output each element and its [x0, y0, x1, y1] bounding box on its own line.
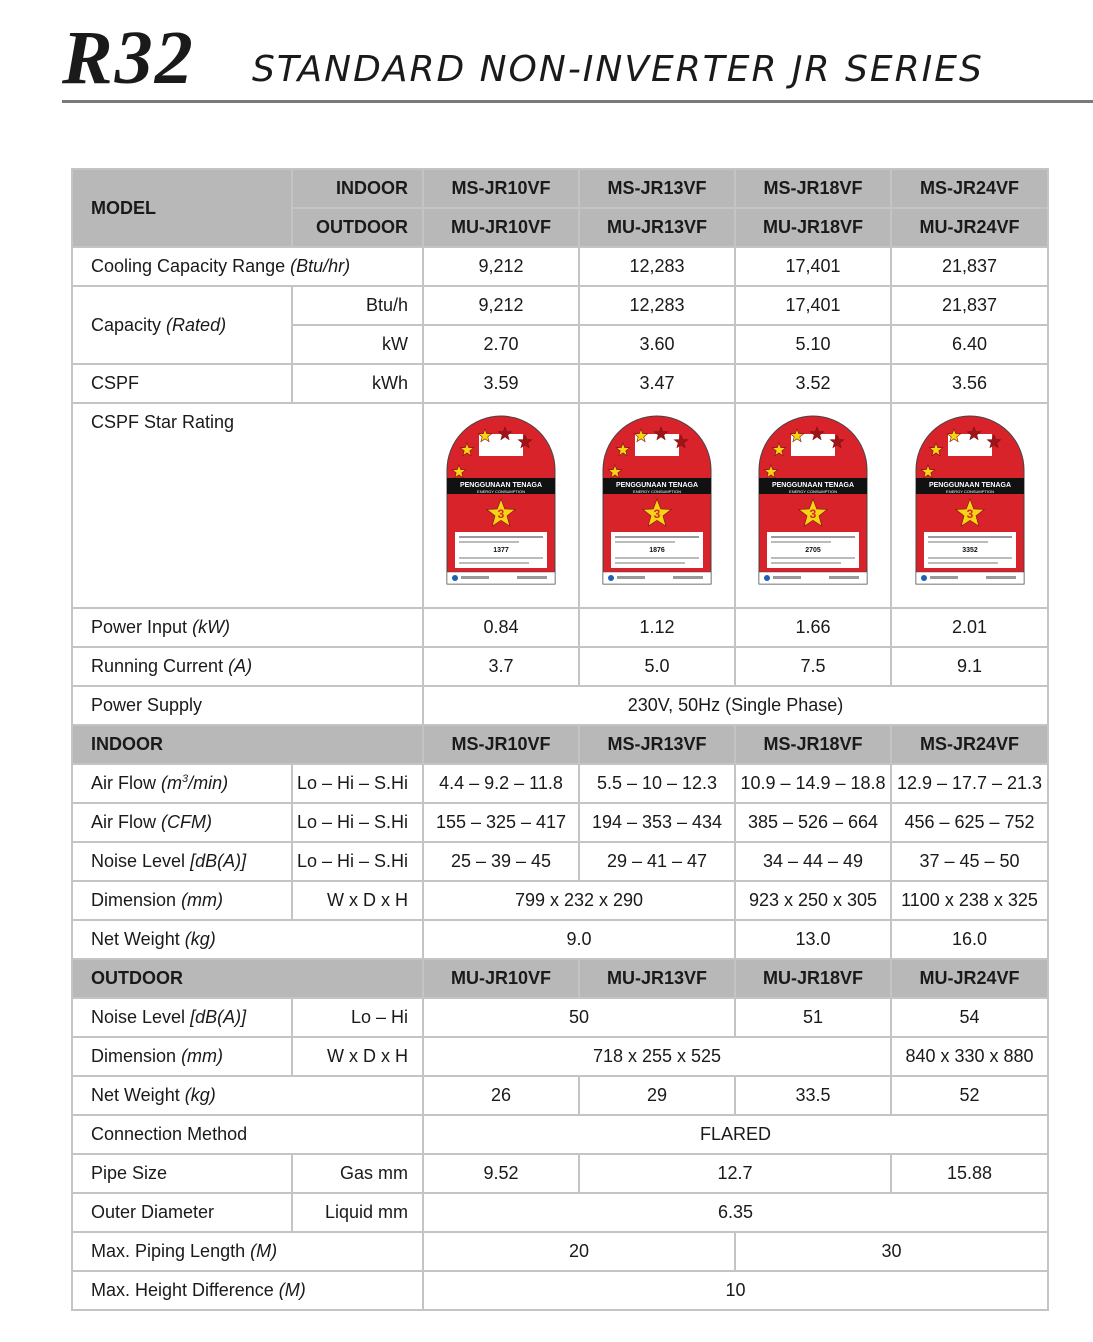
outdoor-model: MU-JR24VF: [891, 959, 1048, 998]
svg-text:1876: 1876: [649, 547, 665, 554]
cell-value: 3.60: [579, 325, 735, 364]
svg-text:ENERGY CONSUMPTION: ENERGY CONSUMPTION: [789, 489, 837, 494]
cell-value: 9.0: [423, 920, 735, 959]
row-label: Outer Diameter: [72, 1193, 292, 1232]
unit-label: W x D x H: [292, 1037, 423, 1076]
cell-value: 52: [891, 1076, 1048, 1115]
energy-label-cell: [423, 403, 579, 608]
cell-value: 12,283: [579, 286, 735, 325]
cell-value: 6.40: [891, 325, 1048, 364]
cell-value: 50: [423, 998, 735, 1037]
energy-label-icon: [757, 414, 869, 586]
cell-value: 3.7: [423, 647, 579, 686]
unit-label: Lo – Hi – S.Hi: [292, 842, 423, 881]
section-title: OUTDOOR: [72, 959, 423, 998]
outdoor-label: OUTDOOR: [292, 208, 423, 247]
cell-value: 799 x 232 x 290: [423, 881, 735, 920]
indoor-noise-row: [72, 842, 1048, 881]
cell-value: 10.9 – 14.9 – 18.8: [735, 764, 891, 803]
row-label: Net Weight (kg): [72, 920, 423, 959]
cspf-row: [72, 364, 1048, 403]
energy-label-cell: [735, 403, 891, 608]
cell-value: 2.01: [891, 608, 1048, 647]
model-heading: MODEL: [72, 169, 292, 247]
cell-value: 6.35: [423, 1193, 1048, 1232]
row-label: CSPF Star Rating: [72, 403, 423, 608]
indoor-model: MS-JR10VF: [423, 725, 579, 764]
row-label: Dimension (mm): [72, 881, 292, 920]
row-label: Air Flow $(m^3/\min)$: [72, 764, 292, 803]
svg-text:PENGGUNAAN TENAGA: PENGGUNAAN TENAGA: [928, 482, 1011, 489]
cell-value: 9.52: [423, 1154, 579, 1193]
cell-value: 5.5 – 10 – 12.3: [579, 764, 735, 803]
indoor-model: MS-JR10VF: [423, 169, 579, 208]
cooling-capacity-row: [72, 247, 1048, 286]
svg-text:3: 3: [497, 507, 505, 521]
cell-value: 840 x 330 x 880: [891, 1037, 1048, 1076]
row-label: Dimension (mm): [72, 1037, 292, 1076]
cell-value: 3.47: [579, 364, 735, 403]
section-title: INDOOR: [72, 725, 423, 764]
cell-value: 29 – 41 – 47: [579, 842, 735, 881]
row-label: Max. Height Difference (M): [72, 1271, 423, 1310]
row-label: Noise Level [dB(A)]: [72, 842, 292, 881]
row-label: Power Supply: [72, 686, 423, 725]
outdoor-model: MU-JR13VF: [579, 959, 735, 998]
cell-value: 12.7: [579, 1154, 891, 1193]
unit-label: kWh: [292, 364, 423, 403]
unit-label: W x D x H: [292, 881, 423, 920]
unit-label: Lo – Hi – S.Hi: [292, 803, 423, 842]
cell-value: 13.0: [735, 920, 891, 959]
row-label: Pipe Size: [72, 1154, 292, 1193]
row-label: Power Input (kW): [72, 608, 423, 647]
cell-value: 3.59: [423, 364, 579, 403]
row-label: CSPF: [72, 364, 292, 403]
cell-value: 30: [735, 1232, 1048, 1271]
cell-value: 194 – 353 – 434: [579, 803, 735, 842]
energy-label-cell: [579, 403, 735, 608]
indoor-airflow-m3-row: [72, 764, 1048, 803]
svg-text:ENERGY CONSUMPTION: ENERGY CONSUMPTION: [945, 489, 994, 494]
energy-label-icon: [445, 414, 557, 586]
cell-value: 12,283: [579, 247, 735, 286]
cell-value: 51: [735, 998, 891, 1037]
energy-label-icon: [914, 414, 1026, 586]
row-label: Net Weight (kg): [72, 1076, 423, 1115]
cell-value: 17,401: [735, 286, 891, 325]
cell-value: 10: [423, 1271, 1048, 1310]
cell-value: 1.12: [579, 608, 735, 647]
cell-value: 17,401: [735, 247, 891, 286]
cell-value: 9,212: [423, 247, 579, 286]
svg-text:3: 3: [966, 507, 973, 521]
outdoor-weight-row: [72, 1076, 1048, 1115]
brand-title: R32: [62, 16, 195, 100]
cell-value: 29: [579, 1076, 735, 1115]
cell-value: 37 – 45 – 50: [891, 842, 1048, 881]
unit-label: Lo – Hi – S.Hi: [292, 764, 423, 803]
cell-value: 34 – 44 – 49: [735, 842, 891, 881]
indoor-label: INDOOR: [292, 169, 423, 208]
pipe-size-row: [72, 1154, 1048, 1193]
height-difference-row: [72, 1271, 1048, 1310]
outdoor-section-header: [72, 959, 1048, 998]
svg-text:1377: 1377: [493, 547, 509, 554]
unit-label: Gas mm: [292, 1154, 423, 1193]
cell-value: 25 – 39 – 45: [423, 842, 579, 881]
svg-text:3352: 3352: [961, 547, 978, 554]
cell-value: 21,837: [891, 247, 1048, 286]
connection-method-row: [72, 1115, 1048, 1154]
cell-value: 9,212: [423, 286, 579, 325]
cell-value: 21,837: [891, 286, 1048, 325]
cell-value: FLARED: [423, 1115, 1048, 1154]
row-label: Noise Level [dB(A)]: [72, 998, 292, 1037]
indoor-model: MS-JR24VF: [891, 169, 1048, 208]
unit-label: Liquid mm: [292, 1193, 423, 1232]
svg-text:3: 3: [653, 507, 661, 521]
cell-value: 7.5: [735, 647, 891, 686]
cell-value: 2.70: [423, 325, 579, 364]
outdoor-model: MU-JR18VF: [735, 208, 891, 247]
row-label: Cooling Capacity Range (Btu/hr): [72, 247, 423, 286]
series-title: STANDARD NON-INVERTER JR SERIES: [252, 49, 984, 90]
cell-value: 4.4 – 9.2 – 11.8: [423, 764, 579, 803]
power-input-row: [72, 608, 1048, 647]
cell-value: 9.1: [891, 647, 1048, 686]
row-label: Running Current (A): [72, 647, 423, 686]
outdoor-model: MU-JR13VF: [579, 208, 735, 247]
cell-value: 718 x 255 x 525: [423, 1037, 891, 1076]
row-label: Connection Method: [72, 1115, 423, 1154]
indoor-weight-row: [72, 920, 1048, 959]
svg-text:ENERGY CONSUMPTION: ENERGY CONSUMPTION: [477, 489, 525, 494]
cell-value: 155 – 325 – 417: [423, 803, 579, 842]
indoor-section-header: [72, 725, 1048, 764]
indoor-model: MS-JR18VF: [735, 169, 891, 208]
outdoor-model: MU-JR10VF: [423, 959, 579, 998]
unit-label: Lo – Hi: [292, 998, 423, 1037]
spec-table: [71, 168, 1049, 1311]
cell-value: 54: [891, 998, 1048, 1037]
piping-length-row: [72, 1232, 1048, 1271]
row-label: Max. Piping Length (M): [72, 1232, 423, 1271]
cell-value: 385 – 526 – 664: [735, 803, 891, 842]
svg-text:2705: 2705: [805, 547, 821, 554]
unit-label: kW: [292, 325, 423, 364]
cell-value: 1100 x 238 x 325: [891, 881, 1048, 920]
cell-value: 20: [423, 1232, 735, 1271]
cell-value: 3.52: [735, 364, 891, 403]
energy-label-cell: [891, 403, 1048, 608]
outdoor-noise-row: [72, 998, 1048, 1037]
outdoor-model: MU-JR10VF: [423, 208, 579, 247]
indoor-airflow-cfm-row: [72, 803, 1048, 842]
cell-value: 5.10: [735, 325, 891, 364]
cell-value: 456 – 625 – 752: [891, 803, 1048, 842]
cell-value: 16.0: [891, 920, 1048, 959]
indoor-model: MS-JR13VF: [579, 725, 735, 764]
cell-value: 230V, 50Hz (Single Phase): [423, 686, 1048, 725]
star-rating-row: [72, 403, 1048, 608]
indoor-dimension-row: [72, 881, 1048, 920]
header-divider: [62, 100, 1093, 103]
cell-value: 3.56: [891, 364, 1048, 403]
cell-value: 5.0: [579, 647, 735, 686]
energy-label-icon: [601, 414, 713, 586]
svg-text:PENGGUNAAN TENAGA: PENGGUNAAN TENAGA: [771, 482, 855, 489]
cell-value: 15.88: [891, 1154, 1048, 1193]
cell-value: 1.66: [735, 608, 891, 647]
row-label: Capacity (Rated): [72, 286, 292, 364]
cell-value: 33.5: [735, 1076, 891, 1115]
outer-diameter-row: [72, 1193, 1048, 1232]
running-current-row: [72, 647, 1048, 686]
cell-value: 12.9 – 17.7 – 21.3: [891, 764, 1048, 803]
cell-value: 0.84: [423, 608, 579, 647]
outdoor-dimension-row: [72, 1037, 1048, 1076]
power-supply-row: [72, 686, 1048, 725]
unit-label: Btu/h: [292, 286, 423, 325]
svg-text:PENGGUNAAN TENAGA: PENGGUNAAN TENAGA: [459, 482, 543, 489]
cell-value: 26: [423, 1076, 579, 1115]
model-indoor-row: [72, 169, 1048, 208]
capacity-btuh-row: [72, 286, 1048, 325]
indoor-model: MS-JR18VF: [735, 725, 891, 764]
indoor-model: MS-JR24VF: [891, 725, 1048, 764]
outdoor-model: MU-JR18VF: [735, 959, 891, 998]
indoor-model: MS-JR13VF: [579, 169, 735, 208]
page-header: [62, 18, 1093, 104]
svg-text:3: 3: [809, 507, 817, 521]
cell-value: 923 x 250 x 305: [735, 881, 891, 920]
svg-text:PENGGUNAAN TENAGA: PENGGUNAAN TENAGA: [615, 482, 699, 489]
row-label: Air Flow (CFM): [72, 803, 292, 842]
svg-text:ENERGY CONSUMPTION: ENERGY CONSUMPTION: [633, 489, 681, 494]
outdoor-model: MU-JR24VF: [891, 208, 1048, 247]
